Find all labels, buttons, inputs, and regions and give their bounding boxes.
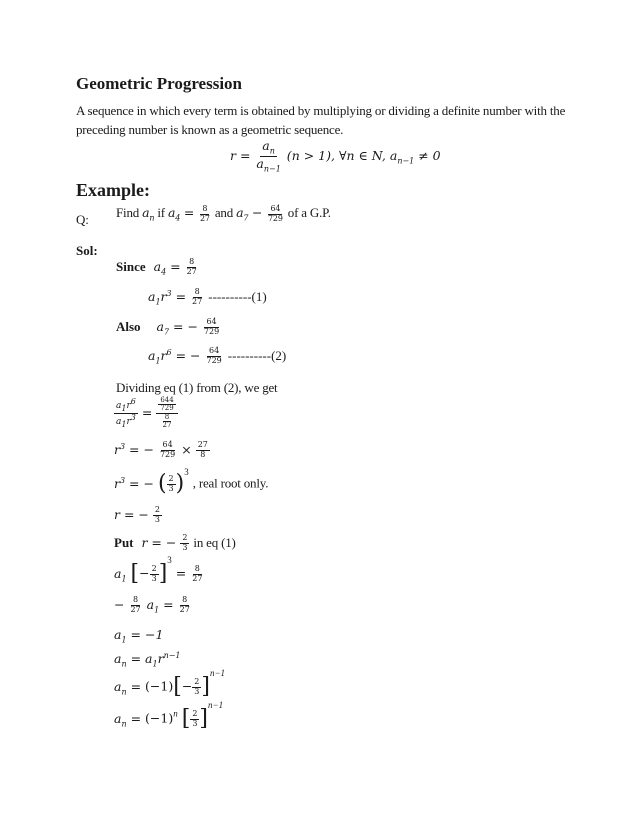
put-line: Put r = − $\frac{2}{3}$ in eq (1) bbox=[114, 533, 236, 552]
equation-2: $a_1r^6$ = − $\frac{64}{729}$ ----------(2) bbox=[148, 346, 287, 366]
question-label: Q: bbox=[76, 212, 89, 227]
division-equation: $\frac{a_1r^6}{a_1r^3}$ = $\frac{\frac{644}{729}}{\frac{8}{27}}$ bbox=[114, 397, 178, 429]
in-eq-text: in eq (1) bbox=[193, 535, 236, 550]
general-term-final: $a_n = (-1)^n$ [ $\frac{2}{3}$ ]$^{n-1}$ bbox=[114, 700, 224, 731]
equation-2-tag: ----------(2) bbox=[227, 348, 287, 363]
example-heading: Example: bbox=[76, 180, 150, 200]
a1-value: $a_1 = -1$ bbox=[114, 627, 164, 645]
page-title: Geometric Progression bbox=[76, 74, 243, 93]
general-term-substituted: $a_n = (-1)[-$ $\frac{2}{3}$ ]$^{n-1}$ bbox=[114, 668, 226, 699]
r-cubed-product: $r^3$ = − $\frac{64}{729}$ × $\frac{27}{8}$ bbox=[114, 440, 208, 459]
since-line: Since $a_4$ = $\frac{8}{27}$ bbox=[116, 257, 197, 277]
definition-line-1: A sequence in which every term is obtained by multiplying or dividing a definite number with the bbox=[76, 103, 566, 118]
question-and: and bbox=[214, 205, 233, 220]
coefficient-equation: − $\frac{8}{27}$ $a_1$ = $\frac{8}{27}$ bbox=[114, 595, 190, 615]
general-term-formula: $a_n = a_1r^{n-1}$ bbox=[114, 651, 181, 669]
r-value: r = − $\frac{2}{3}$ bbox=[114, 505, 160, 524]
r-cubed-power: $r^3$ = − ( $\frac{2}{3}$ )$^3$ , real root only. bbox=[114, 467, 269, 496]
definition-line-2: preceding number is known as a geometric sequence. bbox=[76, 122, 344, 137]
question-if: if bbox=[157, 205, 165, 220]
also-label: Also bbox=[116, 319, 141, 334]
solution-label: Sol: bbox=[76, 243, 98, 258]
put-label: Put bbox=[114, 535, 134, 550]
ratio-formula: r = $\frac{a_n}{a_{n-1}}$ (n > 1), ∀n ∈ N, $a_{n-1} \ne 0$ bbox=[230, 138, 441, 174]
equation-1: $a_1r^3$ = $\frac{8}{27}$ ----------(1) bbox=[148, 287, 267, 307]
substitution-equation: $a_1$ [− $\frac{2}{3}$ ]$^3$ = $\frac{8}{27}$ bbox=[114, 555, 203, 586]
equation-1-tag: ----------(1) bbox=[208, 289, 267, 304]
dividing-text: Dividing eq (1) from (2), we get bbox=[116, 380, 278, 395]
since-label: Since bbox=[116, 259, 146, 274]
question-text: Find $a_n$ if $a_4$ = $\frac{8}{27}$ and $a_7$ − $\frac{64}{729}$ of a G.P. bbox=[116, 204, 331, 223]
question-find: Find bbox=[116, 205, 140, 220]
real-root-note: , real root only. bbox=[192, 475, 269, 491]
question-of: of a G.P. bbox=[287, 205, 331, 220]
also-line: Also $a_7$ = − $\frac{64}{729}$ bbox=[116, 317, 220, 337]
